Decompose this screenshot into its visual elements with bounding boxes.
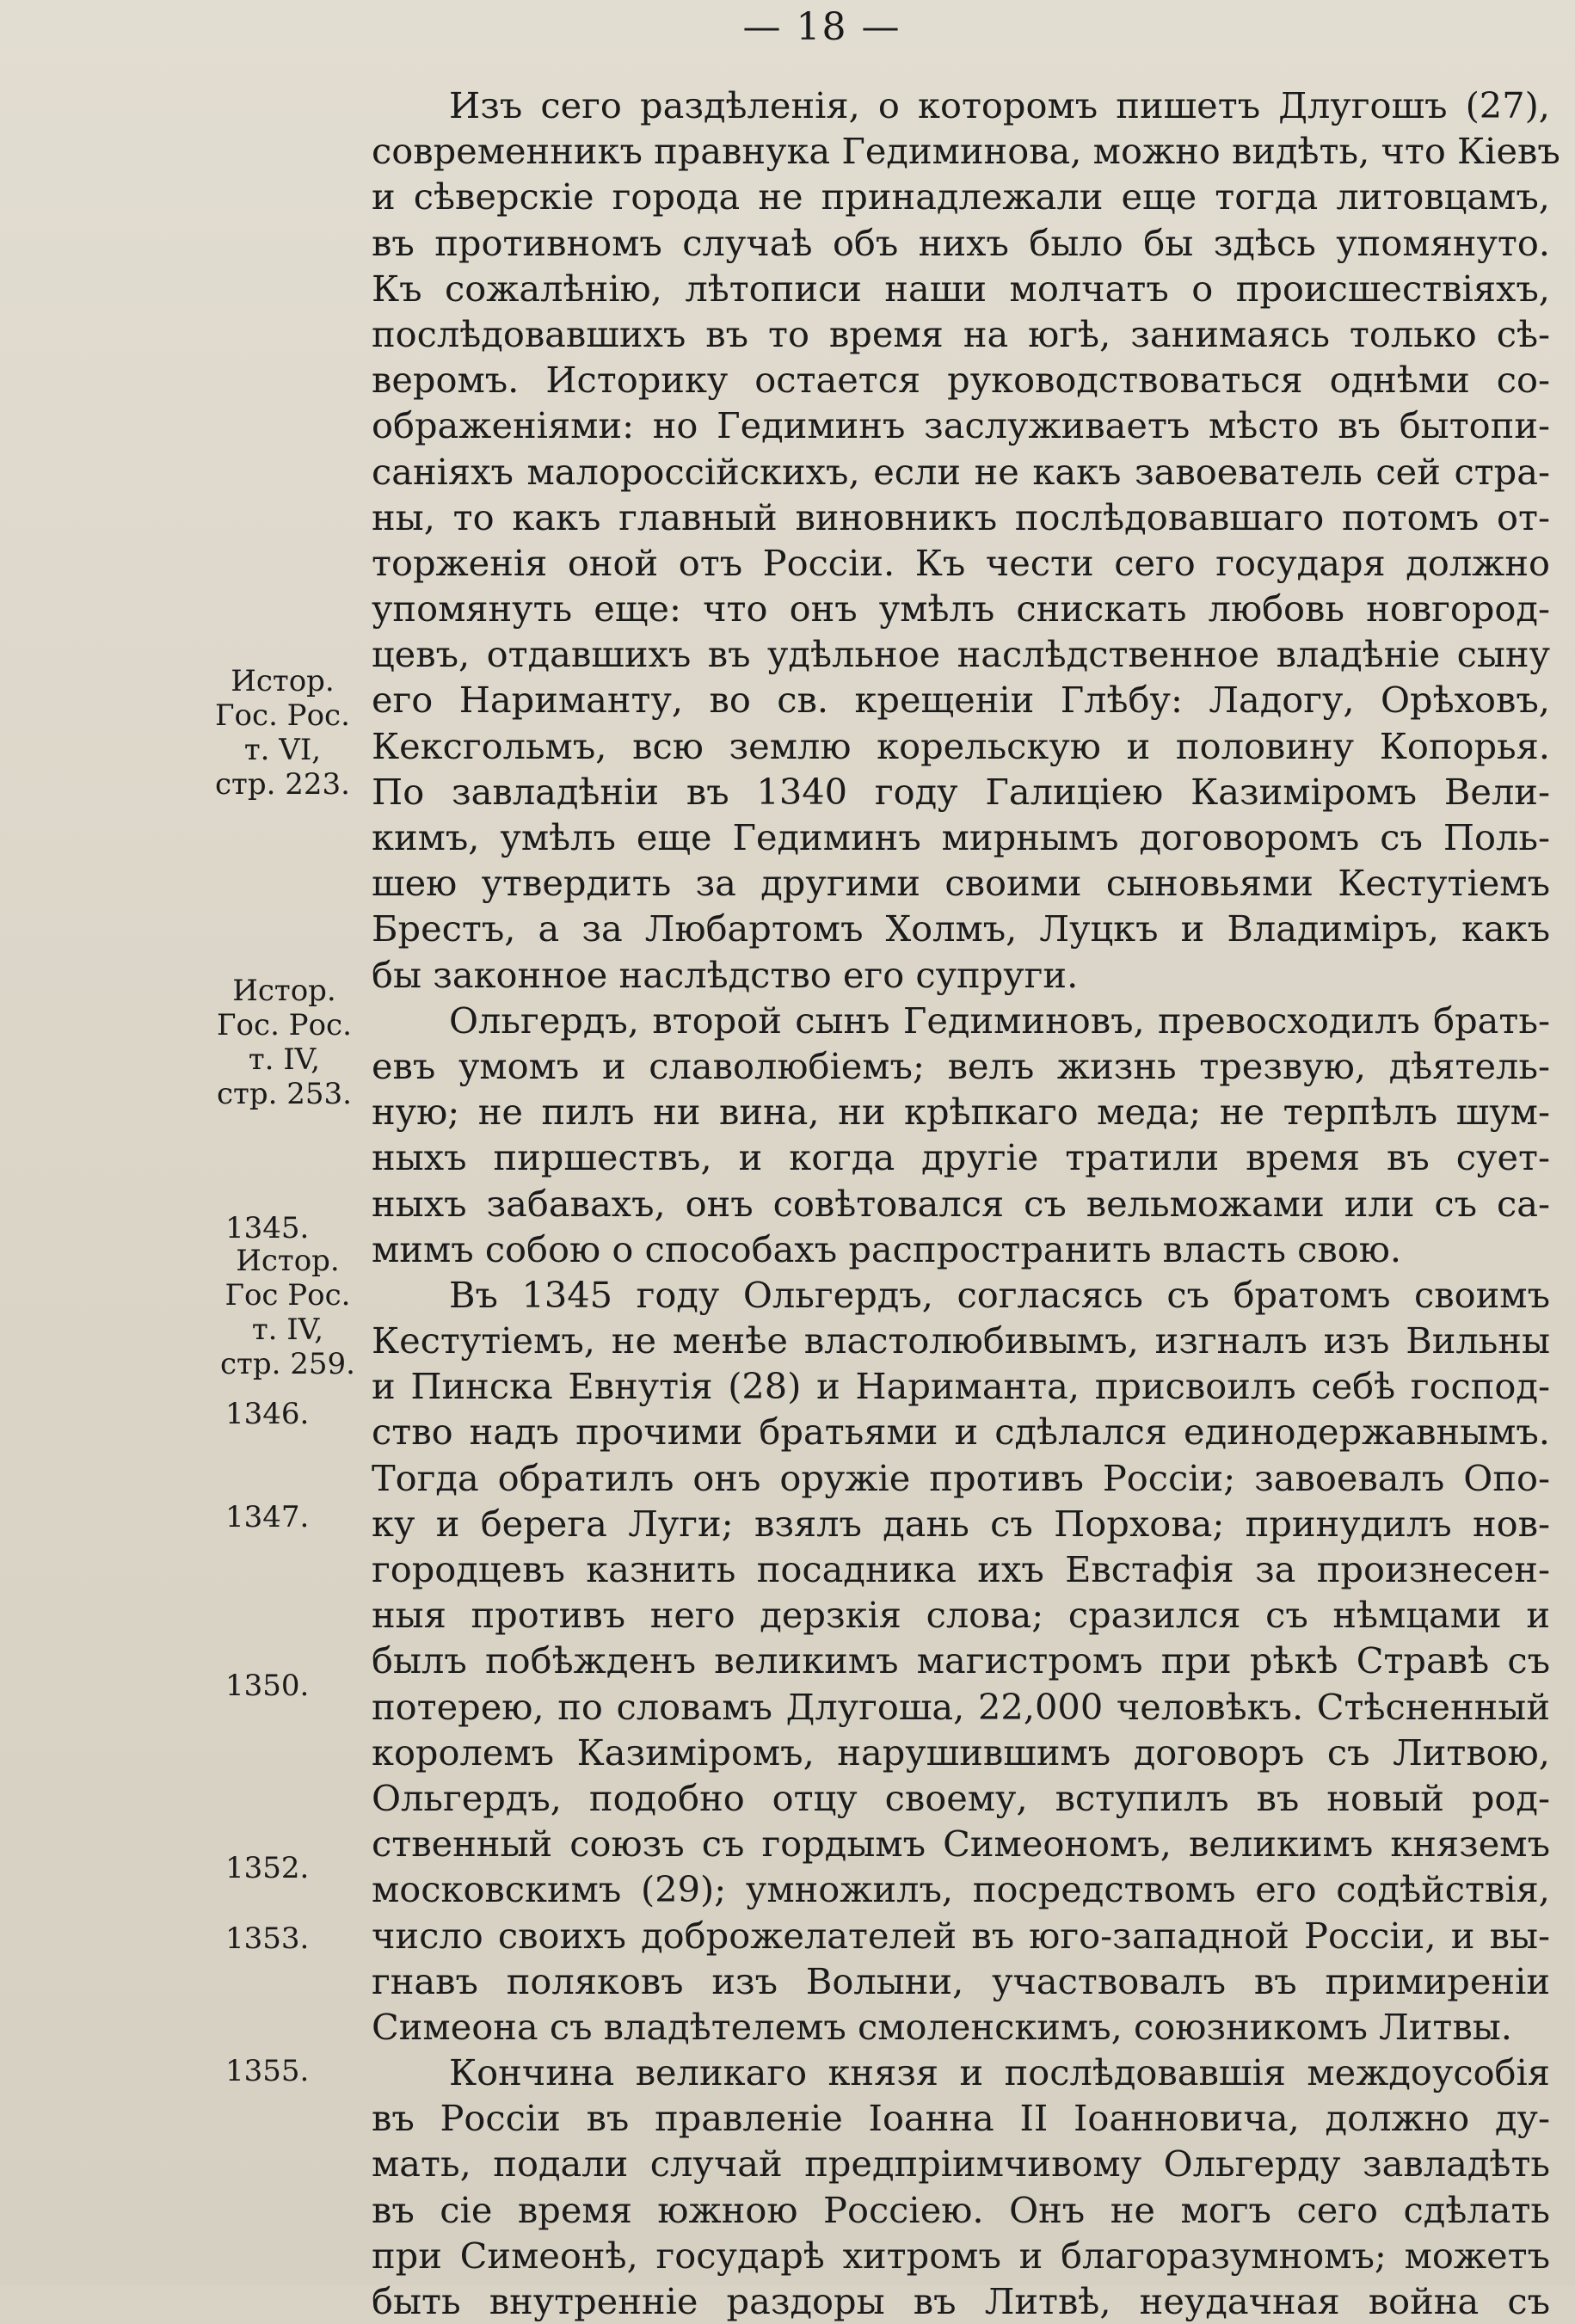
- margin-year-1353: 1353.: [225, 1921, 310, 1956]
- text-line: Къ сожалѣнію, лѣтописи наши молчатъ о происшествіяхъ,: [372, 267, 1550, 310]
- margin-ref-line: стр. 223.: [215, 767, 350, 802]
- text-line: Брестъ, а за Любартомъ Холмъ, Луцкъ и Владиміръ, какъ: [372, 907, 1550, 950]
- margin-ref-line: стр. 253.: [217, 1077, 352, 1111]
- text-line: цевъ, отдавшихъ въ удѣльное наслѣдственное владѣніе сыну: [372, 633, 1550, 676]
- text-line: мать, подали случай предпріимчивому Ольгерду завладѣть: [372, 2143, 1550, 2186]
- margin-ref-line: т. IV,: [251, 1313, 324, 1347]
- margin-reference-1: [215, 664, 350, 802]
- text-line: гнавъ поляковъ изъ Волыни, участвовалъ въ примиреніи: [372, 1959, 1550, 2002]
- text-line: бы законное наслѣдство его супруги.: [372, 953, 1079, 996]
- text-line: Тогда обратилъ онъ оружіе противъ Россіи; завоевалъ Опо-: [372, 1456, 1550, 1499]
- margin-year-1352: 1352.: [225, 1851, 310, 1885]
- text-line: при Симеонѣ, государѣ хитромъ и благоразумномъ; можетъ: [372, 2234, 1550, 2277]
- text-line: Ольгердъ, второй сынъ Гедиминовъ, превосходилъ брать-: [449, 999, 1550, 1042]
- text-line: въ Россіи въ правленіе Іоанна II Іоанновича, должно ду-: [372, 2097, 1550, 2140]
- text-line: послѣдовавшихъ въ то время на югѣ, занимаясь только сѣ-: [372, 312, 1550, 355]
- margin-reference-3: [220, 1244, 355, 1381]
- text-line: Кексгольмъ, всю землю корельскую и половину Копорья.: [372, 724, 1550, 767]
- text-line: ныхъ пиршествъ, и когда другіе тратили время въ сует-: [372, 1136, 1550, 1179]
- text-line: въ противномъ случаѣ объ нихъ было бы здѣсь упомянуто.: [372, 221, 1550, 264]
- margin-ref-line: т. VI,: [243, 733, 322, 767]
- text-line: Симеона съ владѣтелемъ смоленскимъ, союзникомъ Литвы.: [372, 2005, 1512, 2048]
- text-line: московскимъ (29); умножилъ, посредствомъ его содѣйствія,: [372, 1868, 1550, 1911]
- text-line: мимъ собою о способахъ распространить власть свою.: [372, 1227, 1402, 1270]
- text-line: ображеніями: но Гедиминъ заслуживаетъ мѣсто въ бытопи-: [372, 404, 1550, 447]
- text-line: потерею, по словамъ Длугоша, 22,000 человѣкъ. Стѣсненный: [372, 1685, 1550, 1728]
- text-line: шею утвердить за другими своими сыновьями Кестутіемъ: [372, 862, 1550, 905]
- margin-notes: [0, 0, 370, 2285]
- text-line: кимъ, умѣлъ еще Гедиминъ мирнымъ договоромъ съ Поль-: [372, 816, 1550, 858]
- text-line: ство надъ прочими братьями и сдѣлался единодержавнымъ.: [372, 1411, 1550, 1454]
- text-line: ныя противъ него дерзкія слова; сразился съ нѣмцами и: [372, 1594, 1550, 1637]
- text-line: евъ умомъ и славолюбіемъ; велъ жизнь трезвую, дѣятель-: [372, 1044, 1550, 1087]
- margin-ref-line: стр. 259.: [220, 1347, 355, 1381]
- text-line: число своихъ доброжелателей въ юго-западной Россіи, и вы-: [372, 1914, 1550, 1957]
- text-line: Въ 1345 году Ольгердъ, согласясь съ братомъ своимъ: [449, 1273, 1550, 1316]
- margin-year-1347: 1347.: [225, 1500, 310, 1534]
- text-line: королемъ Казиміромъ, нарушившимъ договоръ съ Литвою,: [372, 1731, 1550, 1774]
- margin-ref-line: Гос. Рос.: [217, 1008, 352, 1042]
- margin-ref-line: Истор.: [236, 1244, 340, 1278]
- text-line: Кончина великаго князя и послѣдовавшія междоусобія: [449, 2051, 1550, 2094]
- margin-reference-2: [217, 974, 352, 1111]
- text-line: Ольгердъ, подобно отцу своему, вступилъ въ новый род-: [372, 1776, 1550, 1819]
- text-line: городцевъ казнить посадника ихъ Евстафія за произнесен-: [372, 1548, 1550, 1590]
- margin-ref-line: Истор.: [232, 974, 336, 1008]
- text-line: торженія оной отъ Россіи. Къ чести сего государя должно: [372, 541, 1550, 584]
- text-line: былъ побѣжденъ великимъ магистромъ при рѣкѣ Стравѣ съ: [372, 1639, 1550, 1682]
- text-line: ку и берега Луги; взялъ дань съ Порхова; принудилъ нов-: [372, 1502, 1550, 1545]
- text-line: ныхъ забавахъ, онъ совѣтовался съ вельможами или съ са-: [372, 1182, 1550, 1225]
- text-line: его Нариманту, во св. крещеніи Глѣбу: Ладогу, Орѣховъ,: [372, 679, 1550, 722]
- margin-ref-line: Истор.: [231, 664, 335, 698]
- body-text: [372, 83, 1560, 2324]
- margin-ref-line: Гос. Рос.: [215, 698, 350, 733]
- text-line: ны, то какъ главный виновникъ послѣдовавшаго потомъ от-: [372, 495, 1550, 538]
- text-line: и Пинска Евнутія (28) и Нариманта, присвоилъ себѣ господ-: [372, 1365, 1550, 1408]
- margin-year-1345: 1345.: [225, 1211, 310, 1245]
- margin-year-1355: 1355.: [225, 2054, 310, 2088]
- text-line: Кестутіемъ, не менѣе властолюбивымъ, изгналъ изъ Вильны: [372, 1319, 1550, 1362]
- text-line: ную; не пилъ ни вина, ни крѣпкаго меда; не терпѣлъ шум-: [372, 1091, 1550, 1134]
- text-line: веромъ. Историку остается руководствоваться однѣми со-: [372, 359, 1550, 402]
- text-line: Изъ сего раздѣленія, о которомъ пишетъ Длугошъ (27),: [449, 84, 1550, 126]
- page-number: — 18 —: [742, 5, 901, 49]
- text-line: упомянуть еще: что онъ умѣлъ снискать любовь новгород-: [372, 587, 1550, 630]
- margin-ref-line: т. IV,: [248, 1042, 321, 1077]
- margin-year-1346: 1346.: [225, 1397, 310, 1431]
- margin-ref-line: Гос Рос.: [225, 1278, 351, 1313]
- text-line: По завладѣніи въ 1340 году Галиціею Казиміромъ Вели-: [372, 770, 1550, 813]
- text-line: ственный союзъ съ гордымъ Симеономъ, великимъ княземъ: [372, 1823, 1550, 1866]
- margin-year-1350: 1350.: [225, 1669, 310, 1703]
- text-line: въ сіе время южною Россіею. Онъ не могъ сего сдѣлать: [372, 2188, 1550, 2231]
- text-line: современникъ правнука Гедиминова, можно видѣть, что Кіевъ: [372, 130, 1560, 173]
- text-line: саніяхъ малороссійскихъ, если не какъ завоеватель сей стра-: [372, 450, 1550, 493]
- text-line: быть внутренніе раздоры въ Литвѣ, неудачная война съ: [372, 2280, 1550, 2322]
- text-line: и сѣверскіе города не принадлежали еще тогда литовцамъ,: [372, 175, 1550, 218]
